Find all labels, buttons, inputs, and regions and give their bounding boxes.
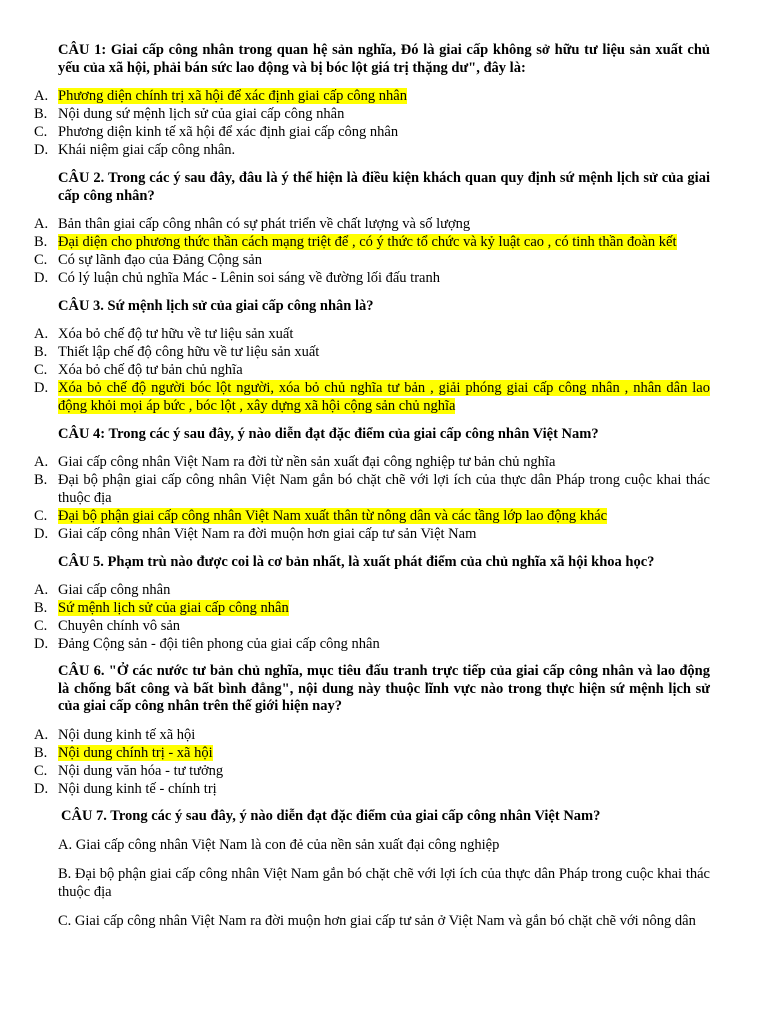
option-letter: D.	[34, 781, 49, 797]
question-4: CÂU 4: Trong các ý sau đây, ý nào diễn đạt đặc điểm của giai cấp công nhân Việt Nam?	[58, 426, 599, 442]
option-text: Nội dung sứ mệnh lịch sử của giai cấp công nhân	[58, 106, 345, 122]
highlighted-answer: Đại diện cho phương thức thần cách mạng triệt để , có ý thức tổ chức và kỷ luật cao , có tinh thần đoàn kết	[58, 234, 677, 250]
option-text: Xóa bỏ chế độ tư bản chủ nghĩa	[58, 362, 243, 378]
option-text: Có sự lãnh đạo của Đảng Cộng sản	[58, 252, 262, 268]
answer-option	[34, 745, 710, 763]
answer-option	[34, 636, 710, 654]
option-text: Xóa bỏ chế độ tư hữu về tư liệu sản xuất	[58, 326, 294, 342]
option-letter: A.	[34, 454, 49, 470]
answer-option	[34, 362, 710, 380]
answer-option	[34, 508, 710, 526]
option-letter: A.	[34, 727, 49, 743]
answer-option	[34, 326, 710, 344]
option-letter: C.	[34, 124, 48, 140]
option-text: Nội dung văn hóa - tư tưởng	[58, 763, 224, 779]
option-letter: B.	[34, 745, 48, 761]
answer-option	[34, 216, 710, 234]
answer-option	[34, 526, 710, 544]
option-letter: B.	[34, 344, 48, 360]
answer-option	[34, 763, 710, 781]
answer-option	[34, 252, 710, 270]
option-text: Phương diện kinh tế xã hội để xác định giai cấp công nhân	[58, 124, 399, 140]
answer-option	[34, 618, 710, 636]
option-letter: D.	[34, 270, 49, 286]
answer-option	[34, 270, 710, 288]
highlighted-answer: Phương diện chính trị xã hội để xác định giai cấp công nhân	[58, 88, 407, 104]
option-letter: C.	[34, 362, 48, 378]
option-text: Bản thân giai cấp công nhân có sự phát triển về chất lượng và số lượng	[58, 216, 471, 232]
question-7: CÂU 7. Trong các ý sau đây, ý nào diễn đạt đặc điểm của giai cấp công nhân Việt Nam?	[61, 808, 601, 824]
highlighted-answer: Sứ mệnh lịch sử của giai cấp công nhân	[58, 600, 289, 616]
option-letter: B.	[34, 472, 48, 488]
option-letter: C.	[34, 508, 48, 524]
option-letter: B.	[34, 234, 48, 250]
answer-option	[34, 380, 710, 415]
answer-option	[34, 582, 710, 600]
question-1: CÂU 1: Giai cấp công nhân trong quan hệ sản nghĩa, Đó là giai cấp không sở hữu tư liệu sản xuất chủ yếu của xã hội, phải bán sức lao động và bị bóc lột giá trị thặng dư", đây là:	[58, 42, 710, 76]
highlighted-answer: Đại bộ phận giai cấp công nhân Việt Nam xuất thân từ nông dân và các tầng lớp lao động khác	[58, 508, 608, 524]
option-text: Giai cấp công nhân Việt Nam ra đời từ nền sản xuất đại công nghiệp tư bản chủ nghĩa	[58, 454, 556, 470]
answer-paragraph: B. Đại bộ phận giai cấp công nhân Việt Nam gắn bó chặt chẽ với lợi ích của thực dân Pháp trong cuộc khai thác thuộc địa	[58, 866, 710, 900]
answer-option	[34, 88, 710, 106]
answer-option	[34, 142, 710, 160]
option-letter: C.	[34, 763, 48, 779]
option-text: Chuyên chính vô sản	[58, 618, 181, 634]
option-letter: C.	[34, 252, 48, 268]
question-3: CÂU 3. Sứ mệnh lịch sử của giai cấp công nhân là?	[58, 298, 374, 314]
option-letter: A.	[34, 88, 49, 104]
highlighted-answer: Xóa bỏ chế độ người bóc lột người, xóa bỏ chủ nghĩa tư bản , giải phóng giai cấp công nhân , nhân dân lao động khỏi mọi áp bức , bóc lột , xây dựng xã hội cộng sản chủ nghĩa	[58, 380, 710, 414]
option-letter: D.	[34, 636, 49, 652]
question-5: CÂU 5. Phạm trù nào được coi là cơ bản nhất, là xuất phát điểm của chủ nghĩa xã hội khoa học?	[58, 554, 655, 570]
option-letter: A.	[34, 216, 49, 232]
option-text: Khái niệm giai cấp công nhân.	[58, 142, 236, 158]
option-letter: B.	[34, 600, 48, 616]
option-letter: D.	[34, 526, 49, 542]
highlighted-answer: Nội dung chính trị - xã hội	[58, 745, 213, 761]
option-text: Đảng Cộng sản - đội tiên phong của giai cấp công nhân	[58, 636, 380, 652]
answer-option	[34, 106, 710, 124]
option-letter: A.	[34, 582, 49, 598]
option-text: Nội dung kinh tế xã hội	[58, 727, 196, 743]
option-text: Giai cấp công nhân Việt Nam ra đời muộn hơn giai cấp tư sản Việt Nam	[58, 526, 477, 542]
option-letter: A.	[34, 326, 49, 342]
option-text: Đại bộ phận giai cấp công nhân Việt Nam gắn bó chặt chẽ với lợi ích của thực dân Pháp trong cuộc khai thác thuộc địa	[58, 472, 710, 506]
answer-option	[34, 454, 710, 472]
answer-option	[34, 472, 710, 507]
answer-option	[34, 124, 710, 142]
answer-option	[34, 600, 710, 618]
option-letter: D.	[34, 380, 49, 396]
answer-paragraph: C. Giai cấp công nhân Việt Nam ra đời muộn hơn giai cấp tư sản ở Việt Nam và gắn bó chặt chẽ với nông dân	[58, 913, 696, 929]
option-letter: B.	[34, 106, 48, 122]
answer-option	[34, 234, 710, 252]
option-text: Giai cấp công nhân	[58, 582, 171, 598]
option-text: Nội dung kinh tế - chính trị	[58, 781, 217, 797]
answer-paragraph: A. Giai cấp công nhân Việt Nam là con đẻ của nền sản xuất đại công nghiệp	[58, 837, 500, 853]
answer-option	[34, 344, 710, 362]
question-6: CÂU 6. "Ở các nước tư bản chủ nghĩa, mục tiêu đấu tranh trực tiếp của giai cấp công nhân và lao động là chống bất công và bất bình đẳng", nội dung này thuộc lĩnh vực nào trong thực hiện sứ mệnh lịch sử của giai cấp công nhân trên thế giới hiện nay?	[58, 663, 710, 714]
option-text: Có lý luận chủ nghĩa Mác - Lênin soi sáng về đường lối đấu tranh	[58, 270, 440, 286]
answer-option	[34, 727, 710, 745]
option-text: Thiết lập chế độ công hữu về tư liệu sản xuất	[58, 344, 320, 360]
question-2: CÂU 2. Trong các ý sau đây, đâu là ý thể hiện là điều kiện khách quan quy định sứ mệnh lịch sử của giai cấp công nhân?	[58, 170, 710, 204]
option-letter: D.	[34, 142, 49, 158]
option-letter: C.	[34, 618, 48, 634]
answer-option	[34, 781, 710, 799]
